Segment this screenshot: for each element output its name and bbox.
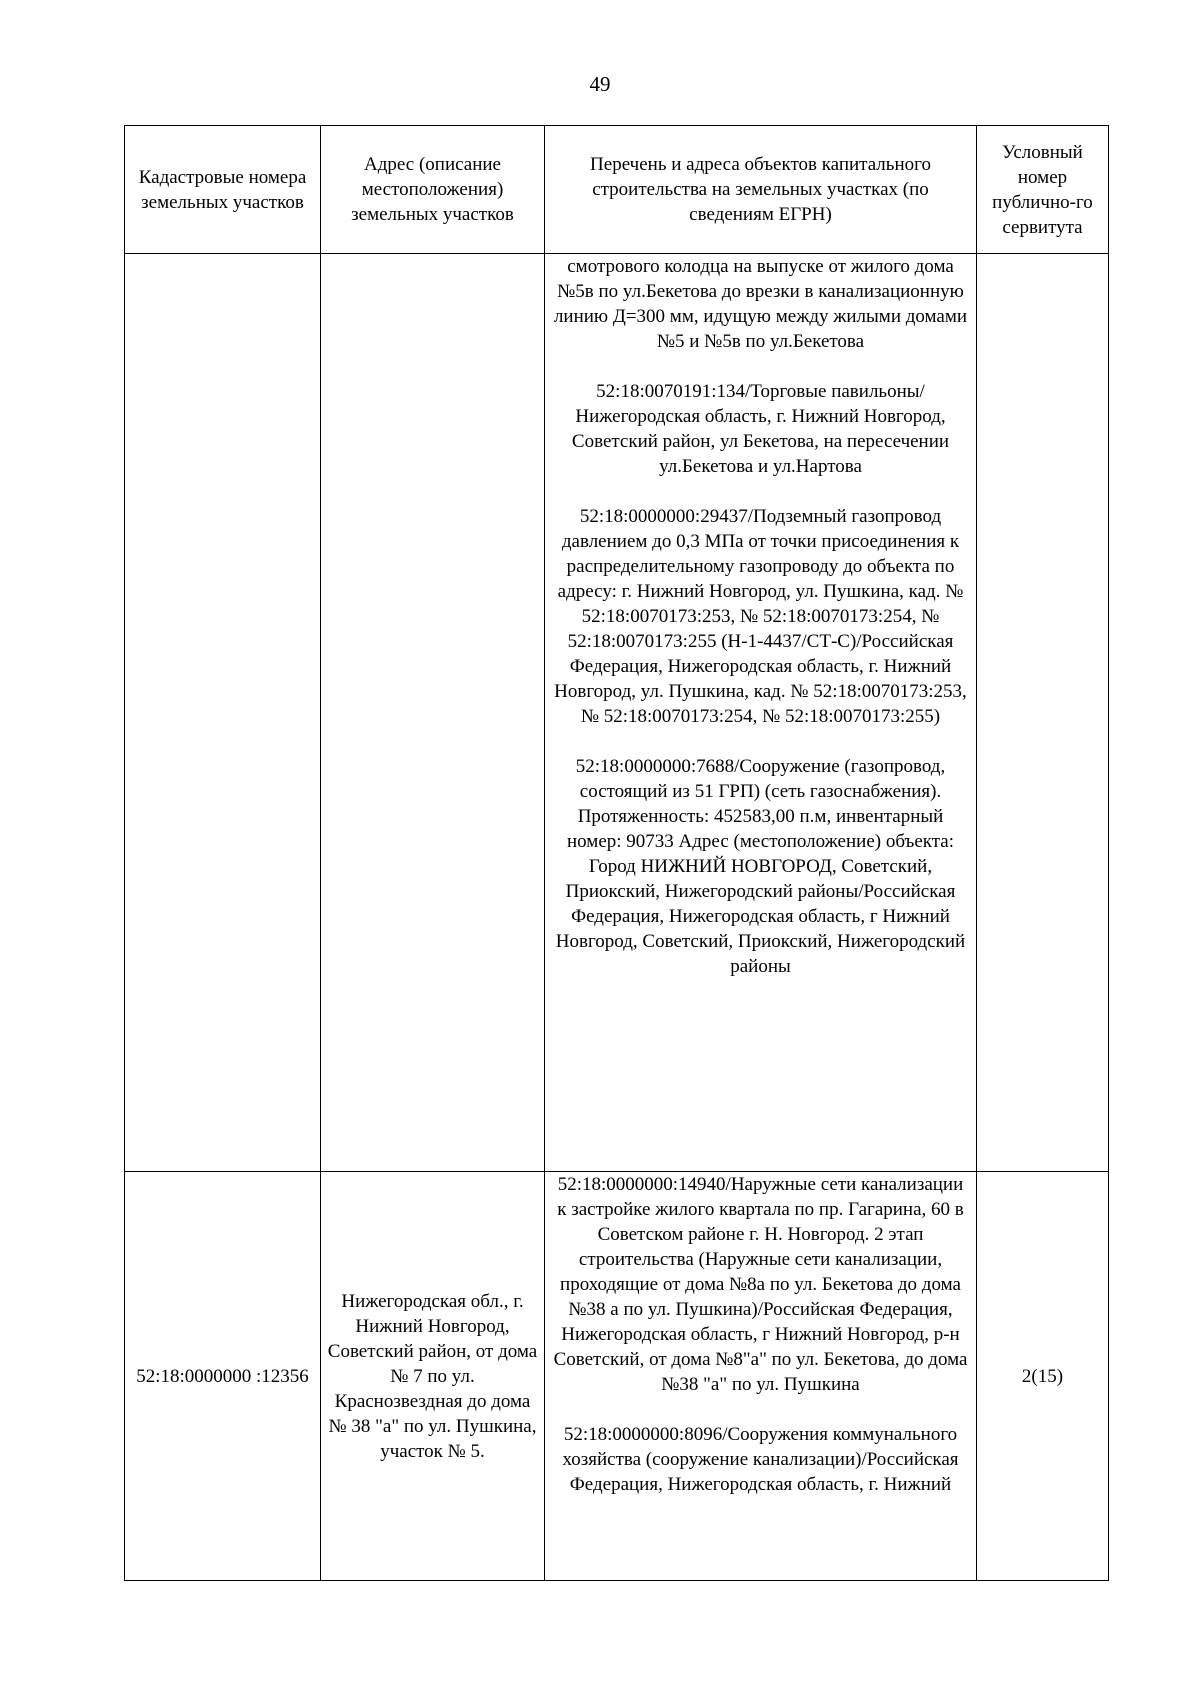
cell-objects [545,254,977,1172]
header-servitude-number: Условный номер публично-го сервитута [977,126,1109,254]
header-address: Адрес (описание местоположения) земельных участков [321,126,545,254]
table-row [125,254,1109,1172]
cell-cadastral: 52:18:0000000 :12356 [125,1172,321,1581]
object-entry: 52:18:0070191:134/Торговые павильоны/Нижегородская область, г. Нижний Новгород, Советский район, ул Бекетова, на пересечении ул.Бекетова и ул.Нартова [571,381,950,477]
cell-servitude [977,254,1109,1172]
table-header-row [125,126,1109,254]
table-row [125,1172,1109,1581]
cell-objects [545,1172,977,1581]
cell-cadastral [125,254,321,1172]
object-entry: 52:18:0000000:8096/Сооружения коммунального хозяйства (сооружение канализации)/Российская Федерация, Нижегородская область, г. Нижний [562,1424,959,1495]
object-entry: 52:18:0000000:29437/Подземный газопровод давлением до 0,3 МПа от точки присоединения к распределительному газопроводу до объекта по адресу: г. Нижний Новгород, ул. Пушкина, кад. № 52:18:0070173:253, № 52:18:0070173:254, № 52:18:0070173:255 (Н-1-4437/СТ-С)/Российская Федерация, Нижегородская область, г. Нижний Новгород, ул. Пушкина, кад. № 52:18:0070173:253, № 52:18:0070173:254, № 52:18:0070173:255) [554,506,967,727]
object-entry: 52:18:0000000:14940/Наружные сети канализации к застройке жилого квартала по пр. Гагарина, 60 в Советском районе г. Н. Новгород. 2 этап строительства (Наружные сети канализации, проходящие от дома №8а по ул. Бекетова до дома №38 а по ул. Пушкина)/Российская Федерация, Нижегородская область, г Нижний Новгород, р-н Советский, от дома №8"а" по ул. Бекетова, до дома №38 "а" по ул. Пушкина [553,1174,968,1395]
header-objects: Перечень и адреса объектов капитального строительства на земельных участках (по сведениям ЕГРН) [545,126,977,254]
cell-servitude: 2(15) [977,1172,1109,1581]
object-entry: смотрового колодца на выпуске от жилого дома №5в по ул.Бекетова до врезки в канализационную линию Д=300 мм, идущую между жилыми домами №5 и №5в по ул.Бекетова [553,256,968,352]
cell-address [321,254,545,1172]
page-number: 49 [589,72,611,96]
cell-address: Нижегородская обл., г. Нижний Новгород, Советский район, от дома № 7 по ул. Краснозвездная до дома № 38 "а" по ул. Пушкина, участок № 5. [321,1172,545,1581]
servitude-table [124,125,1109,1581]
header-cadastral-numbers: Кадастровые номера земельных участков [125,126,321,254]
object-entry: 52:18:0000000:7688/Сооружение (газопровод, состоящий из 51 ГРП) (сеть газоснабжения). Протяженность: 452583,00 п.м, инвентарный номер: 90733 Адрес (местоположение) объекта: Город НИЖНИЙ НОВГОРОД, Советский, Приокский, Нижегородский районы/Российская Федерация, Нижегородская область, г Нижний Новгород, Советский, Приокский, Нижегородский районы [555,756,966,977]
